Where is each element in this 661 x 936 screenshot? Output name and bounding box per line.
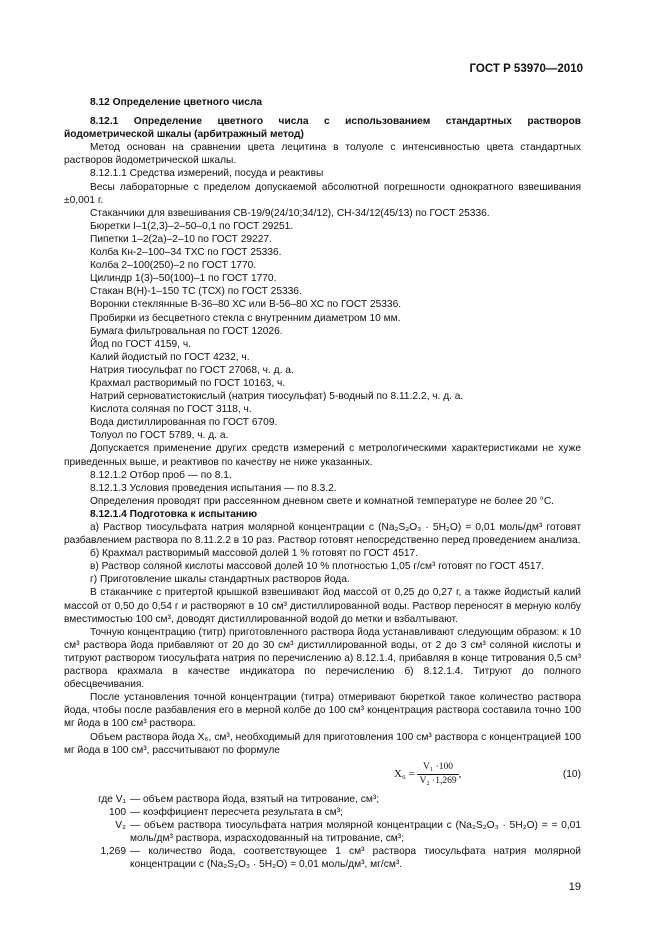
paragraph: Точную концентрацию (титр) приготовленного раствора йода устанавливают следующим образом: к 10 см³ раствора йода прибавляют от 20 до 30 см³ дистиллированной воды, от 2 до 3 см³ соляной кислоты и титруют раствором тиосульфата натрия по перечислению а) 8.12.1.4, прибавляя в конце титрования 0,5 см³ раствора крахмала в качестве индикатора по перечислению б) 8.12.1.4. Титруют до полного обесцвечивания. [64,626,581,691]
definition-row [64,819,581,845]
subsection-heading: 8.12.1 Определение цветного числа с использованием стандартных растворов йодометрической шкалы (арбитражный метод) [64,116,581,141]
definition-symbol: V₂ [115,819,126,831]
list-item: в) Раствор соляной кислоты массовой долей 10 % плотностью 1,05 г/см³ готовят по ГОСТ 4517. [90,561,545,573]
clause-heading: 8.12.1.1 Средства измерений, посуда и реактивы [90,168,324,180]
list-item: Весы лабораторные с пределом допускаемой абсолютной погрешности однократного взвешивания ±0,001 г. [64,181,581,206]
list-item: Вода дистиллированная по ГОСТ 6709. [90,417,278,429]
formula-tail: , [458,767,462,780]
formula-denominator: V₂ ·1,269 [419,775,457,786]
definition-symbol: где V₁ [98,793,126,805]
document-body [64,96,581,871]
list-item: Йод по ГОСТ 4159, ч. [90,338,191,350]
definition-text: — количество йода, соответствующее 1 см³ раствора тиосульфата натрия молярной концентрации c (Na₂S₂O₃ · 5H₂O) = 0,01 моль/дм³, мг/см³. [130,846,581,871]
list-item: Натрия тиосульфат по ГОСТ 27068, ч. д. а. [90,364,294,376]
variable-definitions [64,793,581,872]
list-item: Калий йодистый по ГОСТ 4232, ч. [90,351,250,363]
clause-heading: 8.12.1.2 Отбор проб — по 8.1. [90,469,232,481]
list-item: Цилиндр 1(3)–50(100)–1 по ГОСТ 1770. [90,273,277,285]
formula-10 [64,757,581,791]
list-item: Воронки стеклянные В-36–80 ХС или В-56–80 ХС по ГОСТ 25336. [90,299,402,311]
list-item: Пипетки 1–2(2а)–2–10 по ГОСТ 29227. [90,233,272,245]
clause-heading: 8.12.1.4 Подготовка к испытанию [90,508,258,520]
list-item: Толуол по ГОСТ 5789, ч. д. а. [90,430,229,442]
list-item: Пробирки из бесцветного стекла с внутренним диаметром 10 мм. [90,312,401,324]
formula-numerator: V₁ ·100 [417,761,458,775]
list-item: Кислота соляная по ГОСТ 3118, ч. [90,404,252,416]
definition-symbol: 1,269 [100,846,126,858]
definition-row [64,845,581,871]
list-item: Бюретки I–1(2,3)–2–50–0,1 по ГОСТ 29251. [90,220,294,232]
list-item: а) Раствор тиосульфата натрия молярной концентрации c (Na₂S₂O₃ · 5H₂O) = 0,01 моль/дм³ готовят разбавлением раствора по 8.11.2.2 в 10 раз. Раствор готовят непосредственно перед проведением анализа. [64,522,581,547]
clause-heading: 8.12.1.3 Условия проведения испытания — по 8.3.2. [90,482,337,494]
section-heading: 8.12 Определение цветного числа [90,97,263,108]
list-item: Колба Кн-2–100–34 ТХС по ГОСТ 25336. [90,247,282,259]
paragraph: В стаканчике с притертой крышкой взвешивают йод массой от 0,25 до 0,27 г, а также йодистый калий массой от 0,50 до 0,54 г и растворяют в 10 см³ дистиллированной воды. Раствор переносят в мерную колбу вместимостью 100 см³, доводят дистиллированной водой до метки и взбалтывают. [64,587,581,625]
definition-row [64,793,581,806]
list-item: Стаканчики для взвешивания СВ-19/9(24/10;34/12), СН-34/12(45/13) по ГОСТ 25336. [90,207,490,219]
definition-row [64,806,581,819]
page-number: 19 [568,881,581,893]
definition-text: — объем раствора тиосульфата натрия молярной концентрации c (Na₂S₂O₃ · 5H₂O) = = 0,01 моль/дм³ раствора, израсходованный на титрование, см³; [130,819,581,844]
paragraph: Метод основан на сравнении цвета лецитина в толуоле с интенсивностью цвета стандартных растворов йодометрической шкалы. [64,142,581,167]
list-item: Стакан В(Н)-1–150 ТС (ТСХ) по ГОСТ 25336. [90,286,302,298]
list-item: Натрий серноватистокислый (натрия тиосульфат) 5-водный по 8.11.2.2, ч. д. а. [90,391,464,403]
paragraph: Определения проводят при рассеянном дневном свете и комнатной температуре не более 20 °С. [90,495,555,507]
definition-symbol: 100 [109,806,126,818]
list-item: б) Крахмал растворимый массовой долей 1 % готовят по ГОСТ 4517. [90,548,419,560]
list-item: Бумага фильтровальная по ГОСТ 12026. [90,325,283,337]
definition-text: — коэффициент пересчета результата в см³; [130,806,343,818]
list-item: Колба 2–100(250)–2 по ГОСТ 1770. [90,260,257,272]
equation-number: (10) [562,768,581,780]
definition-text: — объем раствора йода, взятый на титрование, см³; [130,793,380,805]
formula-fraction [417,761,458,788]
formula-expression [394,761,461,788]
list-item: г) Приготовление шкалы стандартных растворов йода. [90,574,350,586]
list-item: Крахмал растворимый по ГОСТ 10163, ч. [90,377,286,389]
standard-header: ГОСТ Р 53970—2010 [469,63,583,75]
equipment-list [64,181,581,443]
paragraph: Допускается применение других средств измерений с метрологическими характеристиками не хуже приведенных выше, и реактивов по качеству не ниже указанных. [64,443,581,468]
paragraph: Объем раствора йода X₆, см³, необходимый для приготовления 100 см³ раствора с концентрацией 100 мг йода в 100 см³, рассчитывают по формуле [64,731,581,756]
formula-lhs: X₆ = [394,767,415,780]
paragraph: После установления точной концентрации (титра) отмеривают бюреткой такое количество раствора йода, чтобы после разбавления его в мерной колбе до 100 см³ концентрация раствора составила точно 100 мг йода в 100 см³ раствора. [64,692,581,730]
